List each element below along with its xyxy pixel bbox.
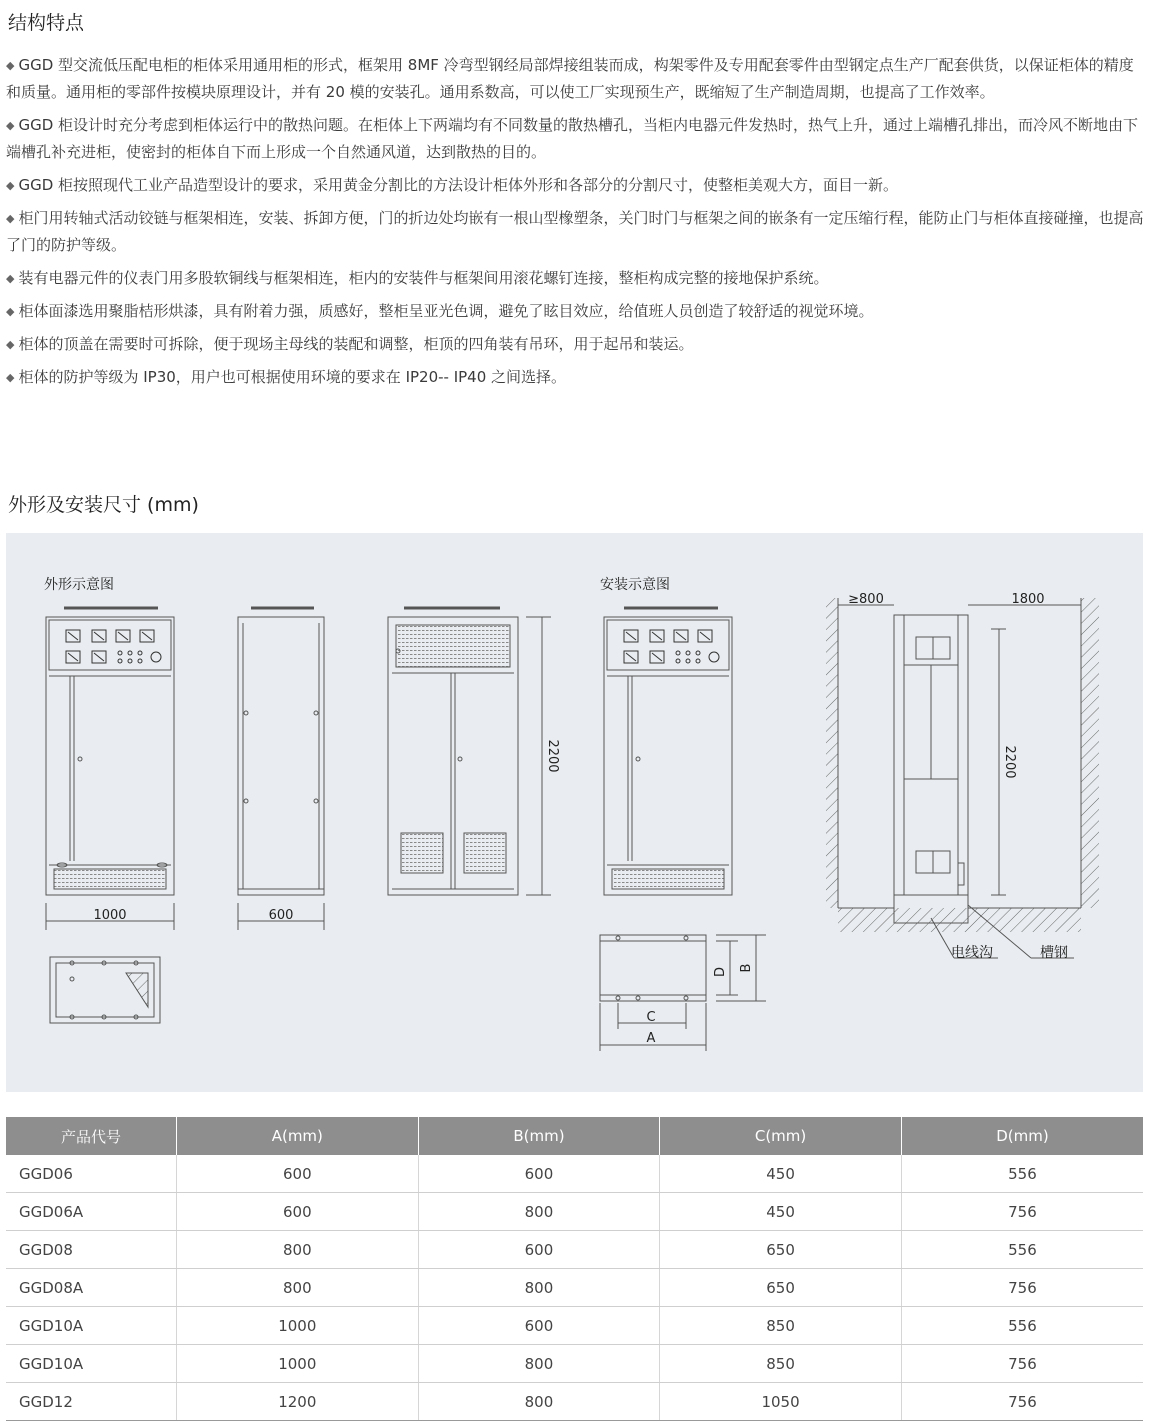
table-cell: 800 (177, 1269, 419, 1307)
table-cell: 600 (418, 1307, 660, 1345)
table-cell: 1200 (177, 1383, 419, 1421)
cable-trench-label: 电线沟 (951, 945, 993, 961)
install-front-cabinet (604, 608, 732, 895)
dim-front-clearance-label: ≥800 (848, 592, 884, 607)
list-item (6, 331, 1144, 358)
table-row (6, 1193, 1143, 1231)
diamond-bullet-icon: ◆ (6, 179, 15, 192)
table-cell: 650 (660, 1231, 902, 1269)
table-header-cell: C(mm) (660, 1117, 902, 1155)
dim-letter-d: D (713, 966, 728, 978)
table-cell: 756 (901, 1345, 1143, 1383)
table-header-cell: 产品代号 (6, 1117, 177, 1155)
table-row (6, 1307, 1143, 1345)
side-view-cabinet (238, 608, 324, 930)
outline-diagram-label: 外形示意图 (44, 577, 114, 593)
table-header-row (6, 1117, 1143, 1155)
table-cell: GGD10A (6, 1345, 177, 1383)
dim-letter-c: C (646, 1010, 656, 1025)
dim-room-label: 1800 (1011, 592, 1045, 607)
table-cell: 450 (660, 1155, 902, 1193)
section-title-features: 结构特点 (8, 12, 85, 34)
rear-view-cabinet (388, 608, 560, 895)
dim-height-label: 2200 (545, 739, 560, 773)
feature-text: GGD 柜设计时充分考虑到柜体运行中的散热问题。在柜体上下两端均有不同数量的散热槽孔，当柜内电器元件发热时，热气上升，通过上端槽孔排出，而冷风不断地由下端槽孔补充进柜，使密封的柜体自下而上形成一个自然通风道，达到散热的目的。 (6, 116, 1139, 161)
table-row (6, 1345, 1143, 1383)
feature-text: 装有电器元件的仪表门用多股软铜线与框架相连，柜内的安装件与框架间用滚花螺钉连接，整柜构成完整的接地保护系统。 (18, 269, 829, 287)
table-cell: 800 (177, 1231, 419, 1269)
table-cell: GGD12 (6, 1383, 177, 1421)
list-item (6, 205, 1144, 259)
table-header-cell: B(mm) (418, 1117, 660, 1155)
table-cell: 600 (418, 1231, 660, 1269)
dim-install-height-label: 2200 (1002, 745, 1017, 779)
diamond-bullet-icon: ◆ (6, 338, 15, 351)
table-cell: 756 (901, 1383, 1143, 1421)
table-header-cell: D(mm) (901, 1117, 1143, 1155)
list-item (6, 298, 1144, 325)
table-cell: GGD08A (6, 1269, 177, 1307)
list-item (6, 172, 1144, 199)
table-cell: 556 (901, 1231, 1143, 1269)
feature-text: 柜体面漆选用聚脂桔形烘漆，具有附着力强，质感好，整柜呈亚光色调，避免了眩目效应，给值班人员创造了较舒适的视觉环境。 (18, 302, 874, 320)
table-cell: 850 (660, 1307, 902, 1345)
table-cell: 600 (177, 1155, 419, 1193)
cabinet-drawings-svg (6, 533, 1143, 1092)
diamond-bullet-icon: ◆ (6, 272, 15, 285)
table-cell: 650 (660, 1269, 902, 1307)
table-cell: 800 (418, 1383, 660, 1421)
table-header-cell: A(mm) (177, 1117, 419, 1155)
table-cell: 800 (418, 1193, 660, 1231)
feature-text: GGD 型交流低压配电柜的柜体采用通用柜的形式，框架用 8MF 冷弯型钢经局部焊接组装而成，构架零件及专用配套零件由型钢定点生产厂配套供货，以保证柜体的精度和质量。通用柜的零部件按模块原理设计，并有 20 模的安装孔。通用系数高，可以使工厂实现预生产，既缩短了生产制造周期，也提高了工作效率。 (6, 56, 1134, 101)
front-view-cabinet (46, 608, 174, 930)
table-cell: 556 (901, 1155, 1143, 1193)
table-cell: GGD08 (6, 1231, 177, 1269)
base-dimension-drawing (600, 935, 766, 1051)
table-cell: GGD06A (6, 1193, 177, 1231)
table-cell: 600 (177, 1193, 419, 1231)
diamond-bullet-icon: ◆ (6, 371, 15, 384)
table-cell: 800 (418, 1269, 660, 1307)
dim-depth-label: 600 (268, 908, 294, 923)
table-cell: GGD10A (6, 1307, 177, 1345)
table-cell: GGD06 (6, 1155, 177, 1193)
table-row (6, 1231, 1143, 1269)
base-plan-view (50, 957, 160, 1023)
feature-text: 柜门用转轴式活动铰链与框架相连，安装、拆卸方便，门的折边处均嵌有一根山型橡塑条，关门时门与框架之间的嵌条有一定压缩行程，能防止门与柜体直接碰撞，也提高了门的防护等级。 (6, 209, 1144, 254)
feature-text: 柜体的顶盖在需要时可拆除，便于现场主母线的装配和调整，柜顶的四角装有吊环，用于起吊和装运。 (18, 335, 694, 353)
table-row (6, 1383, 1143, 1421)
section-title-dimensions: 外形及安装尺寸 (mm) (8, 494, 199, 516)
table-cell: 600 (418, 1155, 660, 1193)
diamond-bullet-icon: ◆ (6, 119, 15, 132)
table-cell: 1050 (660, 1383, 902, 1421)
dim-letter-a: A (646, 1031, 656, 1046)
dim-letter-b: B (739, 963, 754, 973)
diamond-bullet-icon: ◆ (6, 59, 15, 72)
table-row (6, 1269, 1143, 1307)
diamond-bullet-icon: ◆ (6, 212, 15, 225)
list-item (6, 112, 1144, 166)
table-cell: 850 (660, 1345, 902, 1383)
list-item (6, 364, 1144, 391)
list-item (6, 52, 1144, 106)
table-cell: 1000 (177, 1345, 419, 1383)
table-row (6, 1155, 1143, 1193)
table-cell: 1000 (177, 1307, 419, 1345)
install-diagram-label: 安装示意图 (600, 577, 670, 593)
dim-width-label: 1000 (93, 908, 127, 923)
feature-text: 柜体的防护等级为 IP30，用户也可根据使用环境的要求在 IP20-- IP40 之间选择。 (18, 368, 567, 386)
diamond-bullet-icon: ◆ (6, 305, 15, 318)
table-cell: 450 (660, 1193, 902, 1231)
table-cell: 800 (418, 1345, 660, 1383)
dimension-drawing (6, 533, 1143, 1092)
table-cell: 756 (901, 1269, 1143, 1307)
table-cell: 756 (901, 1193, 1143, 1231)
feature-list (6, 52, 1144, 397)
list-item (6, 265, 1144, 292)
dimension-table (6, 1117, 1143, 1421)
feature-text: GGD 柜按照现代工业产品造型设计的要求，采用黄金分割比的方法设计柜体外形和各部分的分割尺寸，使整柜美观大方，面目一新。 (18, 176, 899, 194)
table-cell: 556 (901, 1307, 1143, 1345)
channel-steel-label: 槽钢 (1040, 945, 1068, 961)
install-side-view (826, 592, 1099, 961)
